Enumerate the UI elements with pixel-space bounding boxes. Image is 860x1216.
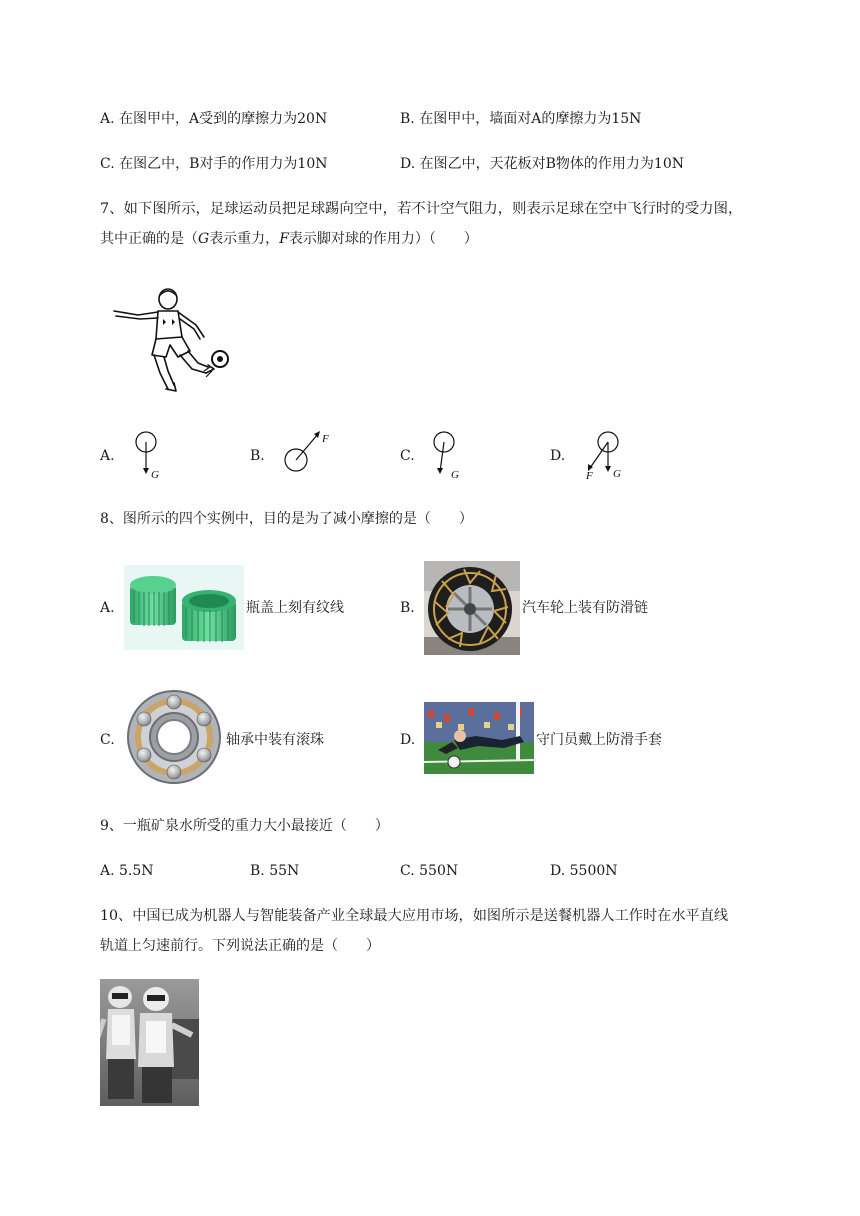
- q9-option-b: [250, 861, 299, 881]
- footballer-figure: [108, 285, 238, 395]
- q8-option-b-text: 汽车轮上装有防滑链: [522, 600, 648, 616]
- q9-option-c: [400, 861, 458, 881]
- q8-option-d-letter: D.: [400, 732, 416, 748]
- q9-option-a: [100, 861, 154, 881]
- q7-option-a: A.: [100, 448, 115, 464]
- option-text: 55N: [269, 863, 300, 879]
- q7-stem-part: 表示脚对球的作用力）（ ）: [288, 231, 478, 247]
- q7-stem-line1: 7、如下图所示，足球运动员把足球踢向空中，若不计空气阻力，则表示足球在空中飞行时的受力图，: [100, 201, 743, 217]
- option-letter: C.: [100, 156, 115, 172]
- q8-option-d-text: 守门员戴上防滑手套: [536, 732, 662, 748]
- force-label-g: G: [613, 468, 621, 480]
- option-text: 在图乙中，B对手的作用力为10N: [119, 156, 328, 172]
- option-text: 在图甲中，A受到的摩擦力为20N: [119, 111, 328, 127]
- q7-stem-part: 其中正确的是（: [100, 231, 198, 247]
- q8-option-c-letter: C.: [100, 732, 115, 748]
- q9-option-d: [550, 861, 618, 881]
- option-letter: A.: [100, 111, 115, 127]
- q8-option-a-text: 瓶盖上刻有纹线: [246, 600, 344, 616]
- q6-option-a: [100, 109, 327, 129]
- option-letter: B.: [400, 111, 415, 127]
- option-letter: C.: [400, 863, 415, 879]
- option-letter: D.: [400, 156, 416, 172]
- q8-option-a-letter: A.: [100, 600, 115, 616]
- q7-stem-part: 表示重力，: [209, 231, 280, 247]
- q7-symbol-f: F: [279, 231, 289, 247]
- q10-stem-line1: 10、中国已成为机器人与智能装备产业全球最大应用市场，如图所示是送餐机器人工作时在水平直线: [100, 908, 729, 924]
- option-text: 在图甲中，墙面对A的摩擦力为15N: [419, 111, 642, 127]
- q8-option-c-text: 轴承中装有滚珠: [226, 732, 324, 748]
- force-label-f: F: [322, 433, 329, 445]
- option-letter: D.: [550, 863, 566, 879]
- q9-stem: 9、一瓶矿泉水所受的重力大小最接近（ ）: [100, 818, 389, 834]
- q7-option-c: C.: [400, 448, 415, 464]
- delivery-robot-photo: [100, 979, 199, 1106]
- q6-option-c: [100, 154, 327, 174]
- q7-stem-line2: [100, 229, 478, 249]
- option-text: 550N: [419, 863, 459, 879]
- q8-stem: 8、图所示的四个实例中，目的是为了减小摩擦的是（ ）: [100, 511, 473, 527]
- force-label-f: F: [586, 470, 593, 482]
- q10-stem-line2: 轨道上匀速前行。下列说法正确的是（ ）: [100, 938, 380, 954]
- force-label-g: G: [151, 469, 159, 481]
- q7-option-b: B.: [250, 448, 265, 464]
- q7-symbol-g: G: [198, 231, 210, 247]
- q6-option-d: [400, 154, 684, 174]
- option-text: 在图乙中，天花板对B物体的作用力为10N: [419, 156, 684, 172]
- option-text: 5.5N: [119, 863, 154, 879]
- bearing-photo: [124, 687, 224, 787]
- tire-chain-photo: [424, 561, 520, 655]
- bottle-caps-photo: [124, 565, 244, 650]
- q6-option-b: [400, 109, 641, 129]
- q7-diagram-a: [130, 430, 170, 482]
- q8-option-b-letter: B.: [400, 600, 415, 616]
- q7-diagram-d: [580, 430, 630, 482]
- force-label-g: G: [451, 469, 459, 481]
- option-text: 5500N: [569, 863, 618, 879]
- q7-diagram-b: [278, 426, 338, 476]
- goalkeeper-photo: [424, 702, 534, 774]
- q7-diagram-c: [428, 430, 468, 482]
- option-letter: B.: [250, 863, 265, 879]
- q7-option-d: D.: [550, 448, 566, 464]
- option-letter: A.: [100, 863, 115, 879]
